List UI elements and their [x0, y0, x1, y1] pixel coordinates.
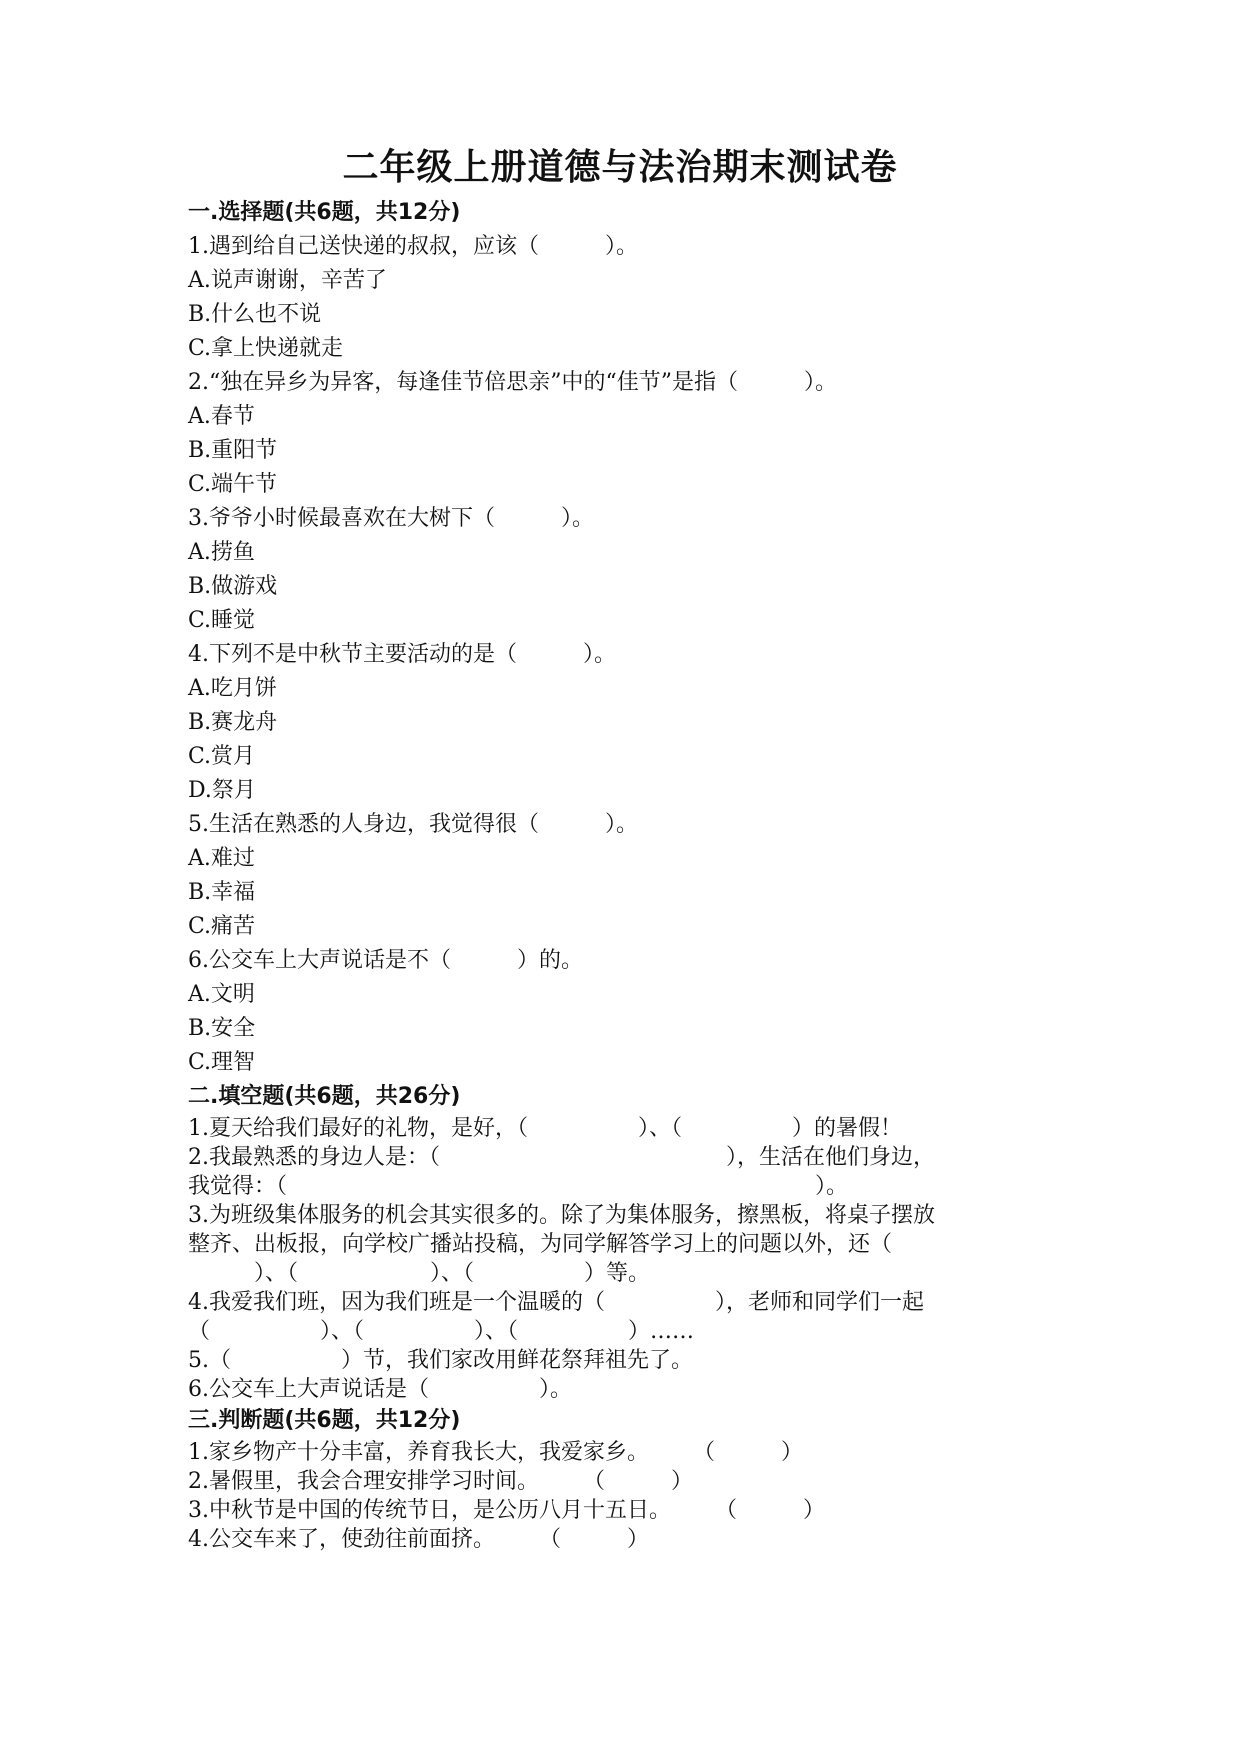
tf-question-4: 4.公交车来了，使劲往前面挤。 （ ） — [188, 1527, 649, 1552]
question-5: 5.生活在熟悉的人身边，我觉得很（ ）。 — [188, 812, 638, 837]
option-2a: A.春节 — [188, 404, 255, 429]
fill-question-3-line-3: ）、（ ）、（ ）等。 — [188, 1261, 651, 1286]
tf-question-1: 1.家乡物产十分丰富，养育我长大，我爱家乡。 （ ） — [188, 1440, 803, 1465]
option-3c: C.睡觉 — [188, 608, 256, 633]
option-2b: B.重阳节 — [188, 438, 278, 463]
exam-content — [188, 196, 1068, 1554]
option-4b: B.赛龙舟 — [188, 710, 278, 735]
page-title: 二年级上册道德与法治期末测试卷 — [342, 147, 898, 188]
section-heading-true-false: 三.判断题(共6题，共12分) — [188, 1408, 461, 1433]
question-1: 1.遇到给自己送快递的叔叔，应该（ ）。 — [188, 234, 638, 259]
option-1a: A.说声谢谢，辛苦了 — [188, 268, 387, 293]
fill-question-3-line-1: 3.为班级集体服务的机会其实很多的。除了为集体服务，擦黑板，将桌子摆放 — [188, 1203, 935, 1228]
option-2c: C.端午节 — [188, 472, 278, 497]
tf-question-2: 2.暑假里，我会合理安排学习时间。 （ ） — [188, 1469, 693, 1494]
fill-question-4-line-1: 4.我爱我们班，因为我们班是一个温暖的（ ），老师和同学们一起 — [188, 1290, 924, 1315]
option-3b: B.做游戏 — [188, 574, 278, 599]
fill-question-6: 6.公交车上大声说话是（ ）。 — [188, 1377, 572, 1402]
section-heading-multiple-choice: 一.选择题(共6题，共12分) — [188, 200, 461, 225]
question-6: 6.公交车上大声说话是不（ ）的。 — [188, 948, 583, 973]
option-6b: B.安全 — [188, 1016, 256, 1041]
fill-question-2-line-2: 我觉得：（ ）。 — [188, 1174, 849, 1199]
fill-question-4-line-2: （ ）、（ ）、（ ）…… — [188, 1319, 695, 1344]
option-6c: C.理智 — [188, 1050, 256, 1075]
option-5a: A.难过 — [188, 846, 255, 871]
question-4: 4.下列不是中秋节主要活动的是（ ）。 — [188, 642, 616, 667]
option-1c: C.拿上快递就走 — [188, 336, 344, 361]
question-2: 2.“独在异乡为异客，每逢佳节倍思亲”中的“佳节”是指（ ）。 — [188, 370, 837, 395]
option-6a: A.文明 — [188, 982, 255, 1007]
fill-question-5: 5.（ ）节，我们家改用鲜花祭拜祖先了。 — [188, 1348, 693, 1373]
option-3a: A.捞鱼 — [188, 540, 255, 565]
option-4d: D.祭月 — [188, 778, 256, 803]
question-3: 3.爷爷小时候最喜欢在大树下（ ）。 — [188, 506, 594, 531]
fill-question-3-line-2: 整齐、出板报，向学校广播站投稿，为同学解答学习上的问题以外，还（ — [188, 1232, 893, 1257]
fill-question-1: 1.夏天给我们最好的礼物，是好，（ ）、（ ）的暑假！ — [188, 1116, 902, 1141]
option-1b: B.什么也不说 — [188, 302, 322, 327]
option-4c: C.赏月 — [188, 744, 256, 769]
option-5b: B.幸福 — [188, 880, 256, 905]
option-5c: C.痛苦 — [188, 914, 256, 939]
option-4a: A.吃月饼 — [188, 676, 277, 701]
section-heading-fill-in: 二.填空题(共6题，共26分) — [188, 1084, 461, 1109]
tf-question-3: 3.中秋节是中国的传统节日，是公历八月十五日。 （ ） — [188, 1498, 825, 1523]
fill-question-2-line-1: 2.我最熟悉的身边人是：（ ），生活在他们身边， — [188, 1145, 935, 1170]
